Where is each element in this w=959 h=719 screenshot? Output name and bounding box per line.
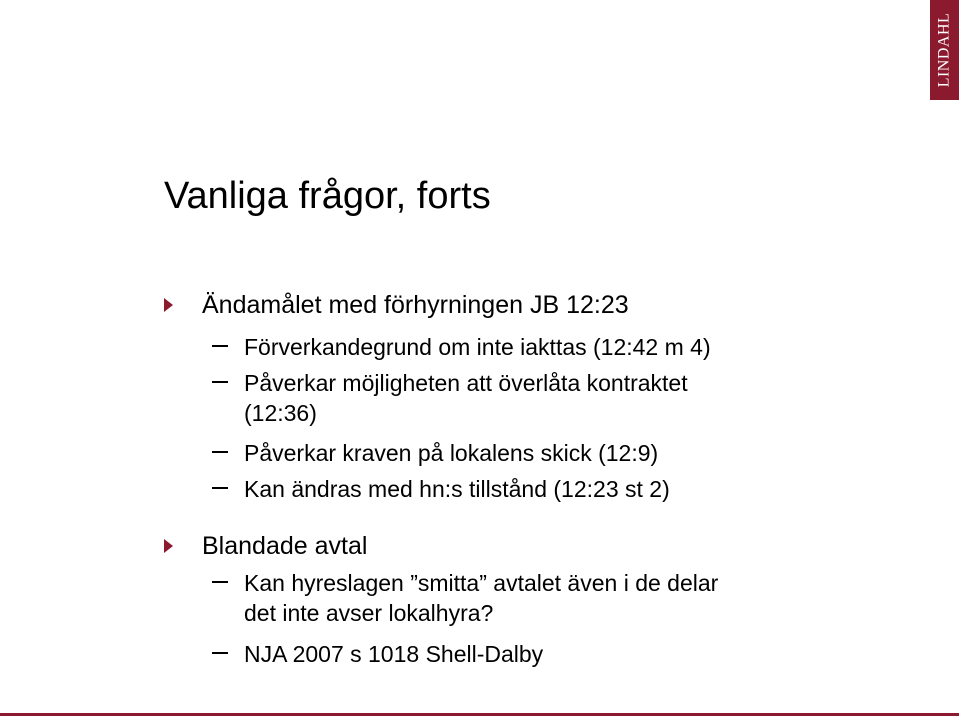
sub-item-line: Kan hyreslagen ”smitta” avtalet även i de delar bbox=[244, 570, 719, 596]
dash-bullet bbox=[212, 451, 228, 453]
dash-bullet bbox=[212, 581, 228, 583]
sub-item-line: Kan ändras med hn:s tillstånd (12:23 st 2) bbox=[244, 476, 670, 502]
dash-bullet bbox=[212, 487, 228, 489]
section-heading: Ändamålet med förhyrningen JB 12:23 bbox=[202, 291, 629, 319]
triangle-bullet-icon bbox=[164, 298, 174, 312]
bottom-divider bbox=[0, 713, 959, 716]
brand-logo-tab bbox=[930, 0, 959, 100]
sub-item-line: Förverkandegrund om inte iakttas (12:42 m 4) bbox=[244, 334, 711, 360]
sub-item-line: Påverkar kraven på lokalens skick (12:9) bbox=[244, 440, 659, 466]
triangle-bullet-icon bbox=[164, 539, 174, 553]
sub-item-line: Påverkar möjligheten att överlåta kontraktet bbox=[244, 370, 688, 396]
sub-item-line: (12:36) bbox=[244, 400, 317, 426]
sub-item-line: NJA 2007 s 1018 Shell-Dalby bbox=[244, 641, 544, 667]
dash-bullet bbox=[212, 381, 228, 383]
dash-bullet bbox=[212, 345, 228, 347]
dash-bullet bbox=[212, 652, 228, 654]
brand-logo-text: LINDAHL bbox=[935, 12, 953, 88]
slide-title: Vanliga frågor, forts bbox=[164, 175, 491, 217]
sub-item-line: det inte avser lokalhyra? bbox=[244, 600, 494, 626]
section-heading: Blandade avtal bbox=[202, 532, 368, 560]
